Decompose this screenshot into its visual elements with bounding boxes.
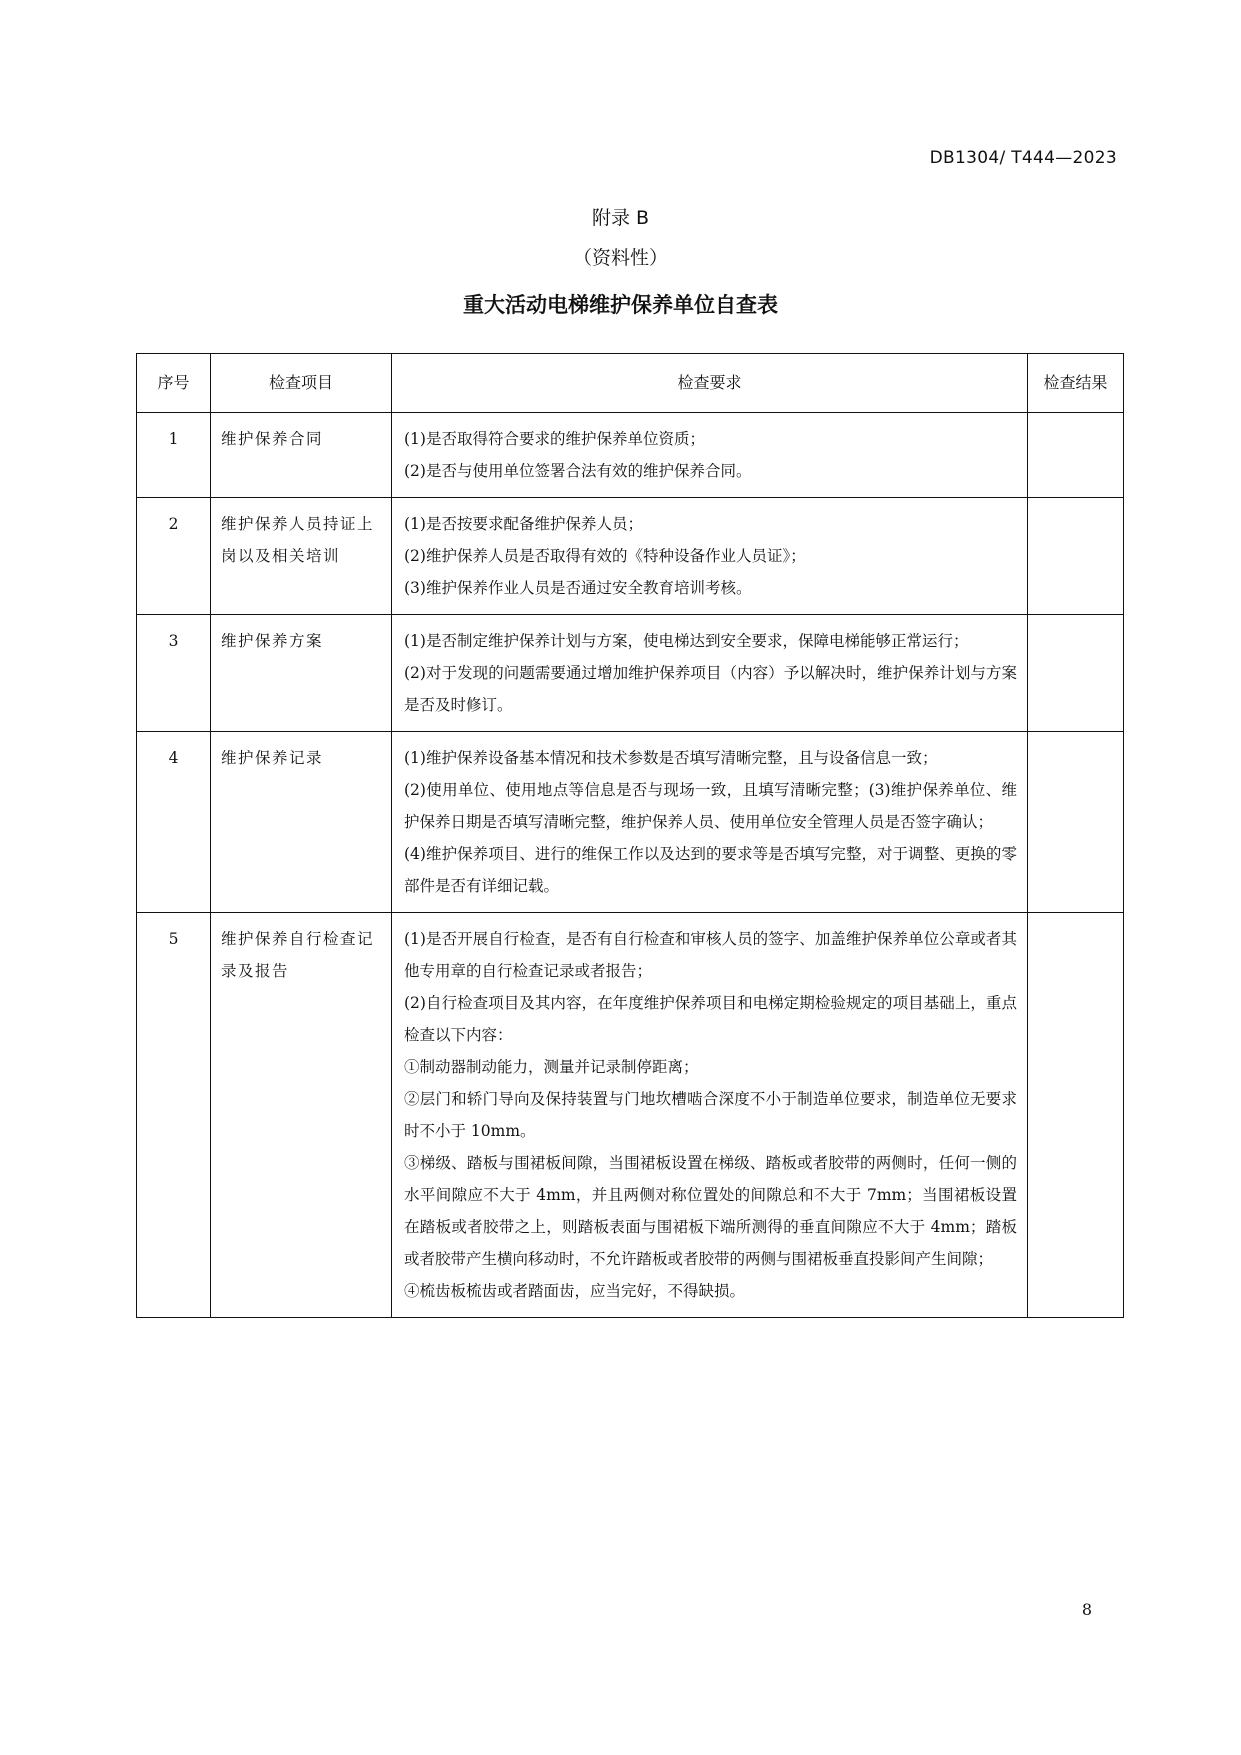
table-row [137,413,1124,498]
check-item: 维护保养自行检查记录及报告 [211,913,392,1318]
requirement-line: (1)是否开展自行检查，是否有自行检查和审核人员的签字、加盖维护保养单位公章或者其他专用章的自行检查记录或者报告； [404,930,1017,980]
requirement-line: (2)使用单位、使用地点等信息是否与现场一致，且填写清晰完整；(3)维护保养单位、维护保养日期是否填写清晰完整，维护保养人员、使用单位安全管理人员是否签字确认； [404,781,1017,831]
requirement-line: (3)维护保养作业人员是否通过安全教育培训考核。 [404,579,752,597]
table-row [137,498,1124,615]
requirement-line: (1)是否按要求配备维护保养人员； [404,515,643,533]
row-number: 1 [137,413,211,498]
row-number: 4 [137,732,211,913]
table-header-row [137,354,1124,413]
requirement-line: (2)对于发现的问题需要通过增加维护保养项目（内容）予以解决时，维护保养计划与方案是否及时修订。 [404,664,1017,714]
row-number: 3 [137,615,211,732]
column-header-requirements: 检查要求 [392,354,1028,413]
column-header-no: 序号 [137,354,211,413]
check-requirements [392,413,1028,498]
requirement-line: (2)是否与使用单位签署合法有效的维护保养合同。 [404,462,752,480]
requirement-line: (2)维护保养人员是否取得有效的《特种设备作业人员证》； [404,547,806,565]
check-result-cell [1028,615,1124,732]
table-title: 重大活动电梯维护保养单位自查表 [463,293,778,317]
requirement-line: ①制动器制动能力，测量并记录制停距离； [404,1058,699,1076]
check-result-cell [1028,413,1124,498]
requirement-line: ③梯级、踏板与围裙板间隙，当围裙板设置在梯级、踏板或者胶带的两侧时，任何一侧的水平间隙应不大于 4mm，并且两侧对称位置处的间隙总和不大于 7mm；当围裙板设置在踏板或者胶带之上，则踏板表面与围裙板下端所测得的垂直间隙应不大于 4mm；踏板或者胶带产生横向移动时，不允许踏板或者胶带的两侧与围裙板垂直投影间产生间隙； [404,1154,1017,1268]
document-code: DB1304/ T444—2023 [929,148,1117,168]
check-requirements [392,615,1028,732]
check-item: 维护保养记录 [211,732,392,913]
table-row [137,913,1124,1318]
requirement-line: (2)自行检查项目及其内容，在年度维护保养项目和电梯定期检验规定的项目基础上，重点检查以下内容： [404,994,1017,1044]
requirement-line: ②层门和轿门导向及保持装置与门地坎槽啮合深度不小于制造单位要求，制造单位无要求时不小于 10mm。 [404,1090,1017,1140]
check-result-cell [1028,913,1124,1318]
appendix-title: 附录 B [591,207,650,229]
check-requirements [392,498,1028,615]
table-row [137,615,1124,732]
requirement-line: (1)是否取得符合要求的维护保养单位资质； [404,430,705,448]
page-number: 8 [1081,1600,1092,1619]
check-item: 维护保养人员持证上岗以及相关培训 [211,498,392,615]
requirement-line: ④梳齿板梳齿或者踏面齿，应当完好，不得缺损。 [404,1282,746,1300]
row-number: 5 [137,913,211,1318]
table-row [137,732,1124,913]
check-item: 维护保养方案 [211,615,392,732]
requirement-line: (1)维护保养设备基本情况和技术参数是否填写清晰完整，且与设备信息一致； [404,749,938,767]
column-header-item: 检查项目 [211,354,392,413]
self-check-table [136,353,1124,1318]
check-requirements [392,732,1028,913]
check-requirements [392,913,1028,1318]
check-item: 维护保养合同 [211,413,392,498]
check-result-cell [1028,732,1124,913]
column-header-result: 检查结果 [1028,354,1124,413]
requirement-line: (4)维护保养项目、进行的维保工作以及达到的要求等是否填写完整，对于调整、更换的零部件是否有详细记载。 [404,845,1017,895]
check-result-cell [1028,498,1124,615]
row-number: 2 [137,498,211,615]
appendix-type: （资料性） [572,247,668,269]
requirement-line: (1)是否制定维护保养计划与方案，使电梯达到安全要求，保障电梯能够正常运行； [404,632,969,650]
